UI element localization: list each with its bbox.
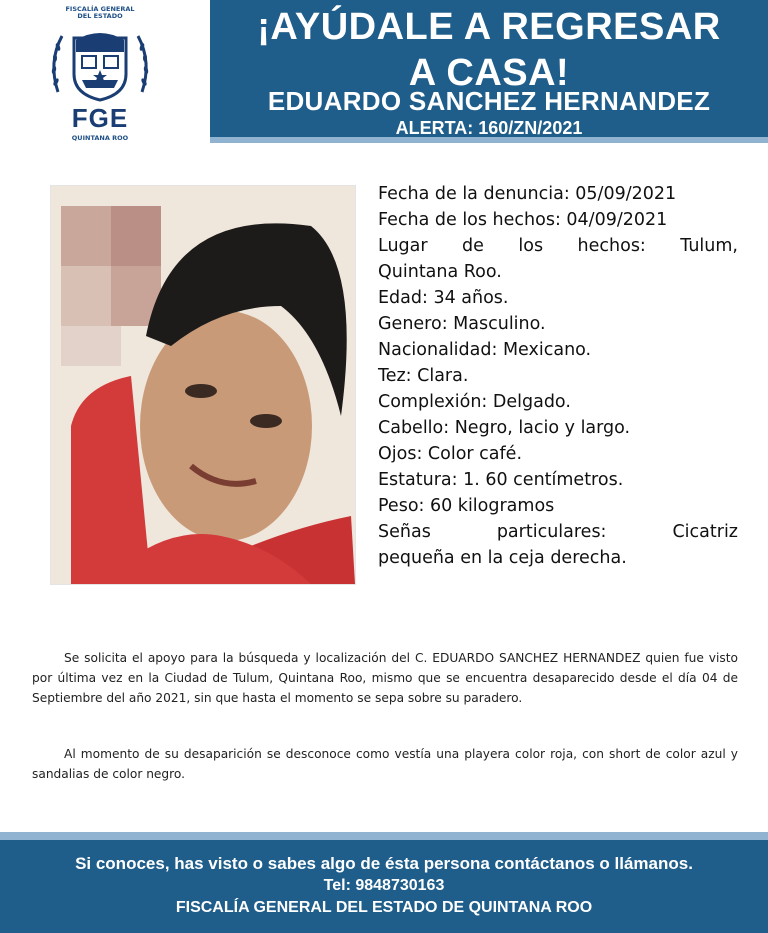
- contact-footer: [0, 840, 768, 933]
- coat-of-arms-icon: [44, 22, 156, 102]
- clothing-paragraph: Al momento de su desaparición se desconoce como vestía una playera color roja, con short de color azul y sandalias de color negro.: [32, 747, 738, 781]
- detail-line: Genero: Masculino.: [378, 314, 546, 334]
- detail-line: Tez: Clara.: [378, 366, 469, 386]
- footer-stripe: [0, 832, 768, 840]
- alert-number: ALERTA: 160/ZN/2021: [395, 118, 583, 138]
- logo-abbreviation: FGE: [71, 103, 129, 133]
- detail-line: Ojos: Color café.: [378, 444, 523, 464]
- title-line1: ¡AYÚDALE A REGRESAR: [257, 6, 721, 48]
- detail-line: Quintana Roo.: [378, 262, 502, 282]
- contact-request: Si conoces, has visto o sabes algo de ésta persona contáctanos o llámanos.: [75, 854, 693, 873]
- fge-logo: [44, 6, 156, 141]
- detail-line: Lugar de los hechos: Tulum,: [378, 236, 738, 256]
- detail-line: Señas particulares: Cicatriz: [378, 522, 738, 542]
- detail-line: Estatura: 1. 60 centímetros.: [378, 470, 624, 490]
- detail-line: Cabello: Negro, lacio y largo.: [378, 418, 631, 438]
- detail-line: Fecha de la denuncia: 05/09/2021: [378, 184, 677, 204]
- request-paragraph: Se solicita el apoyo para la búsqueda y localización del C. EDUARDO SANCHEZ HERNANDEZ quien fue visto por última vez en la Ciudad de Tulum, Quintana Roo, mismo que se encuentra desaparecido desde el día 04 de Septiembre del año 2021, sin que hasta el momento se sepa sobre su paradero.: [32, 651, 738, 705]
- missing-person-photo: [50, 185, 356, 585]
- contact-phone: Tel: 9848730163: [323, 877, 445, 894]
- logo-region: QUINTANA ROO: [71, 134, 129, 142]
- logo-top-line1: FISCALÍA GENERAL: [65, 5, 135, 13]
- detail-line: Peso: 60 kilogramos: [378, 496, 555, 516]
- detail-line: Edad: 34 años.: [378, 288, 509, 308]
- title-line2: A CASA!: [408, 52, 570, 94]
- logo-top-line2: DEL ESTADO: [77, 12, 123, 20]
- agency-name: FISCALÍA GENERAL DEL ESTADO DE QUINTANA ROO: [175, 899, 593, 916]
- detail-line: Fecha de los hechos: 04/09/2021: [378, 210, 668, 230]
- detail-line: pequeña en la ceja derecha.: [378, 548, 627, 568]
- missing-person-name: EDUARDO SANCHEZ HERNANDEZ: [267, 86, 711, 116]
- detail-line: Nacionalidad: Mexicano.: [378, 340, 592, 360]
- page-title: [210, 4, 768, 96]
- person-details: [378, 181, 738, 571]
- detail-line: Complexión: Delgado.: [378, 392, 571, 412]
